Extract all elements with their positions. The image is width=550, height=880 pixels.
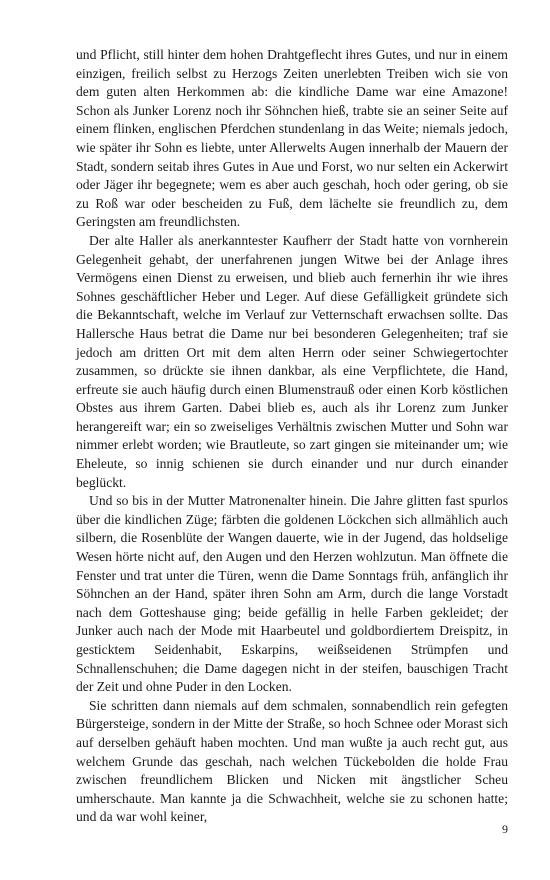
body-text [76,46,508,827]
page-number: 9 [502,822,508,836]
paragraph-4: Sie schritten dann niemals auf dem schmalen, sonnabendlich rein gefegten Bürgersteige, sondern in der Mitte der Straße, so hoch Schnee oder Morast sich auf derselben gehäuft haben mochten. Und man wußte ja auch recht gut, aus welchem Grunde das geschah, nach welchen Tückebolden die holde Frau zwischen freundlichem Blicken und Nicken mit ängstlicher Scheu umherschaute. Man kannte ja die Schwachheit, welche sie zu schonen hatte; und da war wohl keiner, [76,697,508,825]
paragraph-2: Der alte Haller als anerkanntester Kaufherr der Stadt hatte von vornherein Gelegenheit gehabt, der unerfahrenen jungen Witwe bei der Anlage ihres Vermögens einen Dienst zu erweisen, und blieb auch fernerhin ihr wie ihres Sohnes geschäftlicher Heber und Leger. Auf diese Gefälligkeit gründete sich die Bekanntschaft, welche im Verlauf zur Vetternschaft erwachsen sollte. Das Hallersche Haus betrat die Dame nur bei besonderen Gelegenheiten; traf sie jedoch am dritten Ort mit dem alten Herrn oder seiner Schwiegertochter zusammen, so drückte sie ihnen dankbar, als eine Verpflichtete, die Hand, erfreute sie auch häufig durch einen Blumenstrauß oder einen Korb köstlichen Obstes aus ihrem Garten. Dabei blieb es, auch als ihr Lorenz zum Junker herangereift war; ein so zweiseliges Verhältnis zwischen Mutter und Sohn war nimmer erlebt worden; wie Brautleute, so zart gingen sie miteinander um; wie Eheleute, so innig schienen sie durch einander und nur durch einander beglückt. [76,232,508,490]
paragraph-1: und Pflicht, still hinter dem hohen Drahtgeflecht ihres Gutes, und nur in einem einzigen, freilich selbst zu Herzogs Zeiten unerlebten Treiben wich sie von dem guten alten Herkommen ab: die kindliche Dame war eine Amazone! Schon als Junker Lorenz noch ihr Söhnchen hieß, trabte sie an seiner Seite auf einem flinken, englischen Pferdchen stundenlang in das Weite; niemals jedoch, wie später ihr Sohn es liebte, unter Allerwelts Augen innerhalb der Mauern der Stadt, sondern seitab ihres Gutes in Aue und Forst, wo nur selten ein Ackerwirt oder Jäger ihr begegnete; wem es aber auch geschah, hoch oder gering, ob sie zu Roß war oder bescheiden zu Fuß, dem lächelte sie freundlich zu, dem Geringsten am freundlichsten. [76,47,508,230]
paragraph-3: Und so bis in der Mutter Matronenalter hinein. Die Jahre glitten fast spurlos über die kindlichen Züge; färbten die goldenen Löckchen sich allmählich auch silbern, die Rosenblüte der Wangen dauerte, wie in der Jugend, das holdselige Wesen hörte nicht auf, den Augen und den Herzen wohlzutun. Man öffnete die Fenster und trat unter die Türen, wenn die Dame Sonntags früh, anfänglich ihr Söhnchen an der Hand, später ihren Sohn am Arm, durch die lange Vorstadt nach dem Gotteshause ging; beide gefällig in helle Farben gekleidet; der Junker auch nach der Mode mit Haarbeutel und goldbordiertem Dreispitz, in gesticktem Seidenhabit, Eskarpins, weißseidenen Strümpfen und Schnallenschuhen; die Dame dagegen nicht in der steifen, bauschigen Tracht der Zeit und ohne Puder in den Locken. [76,493,508,695]
